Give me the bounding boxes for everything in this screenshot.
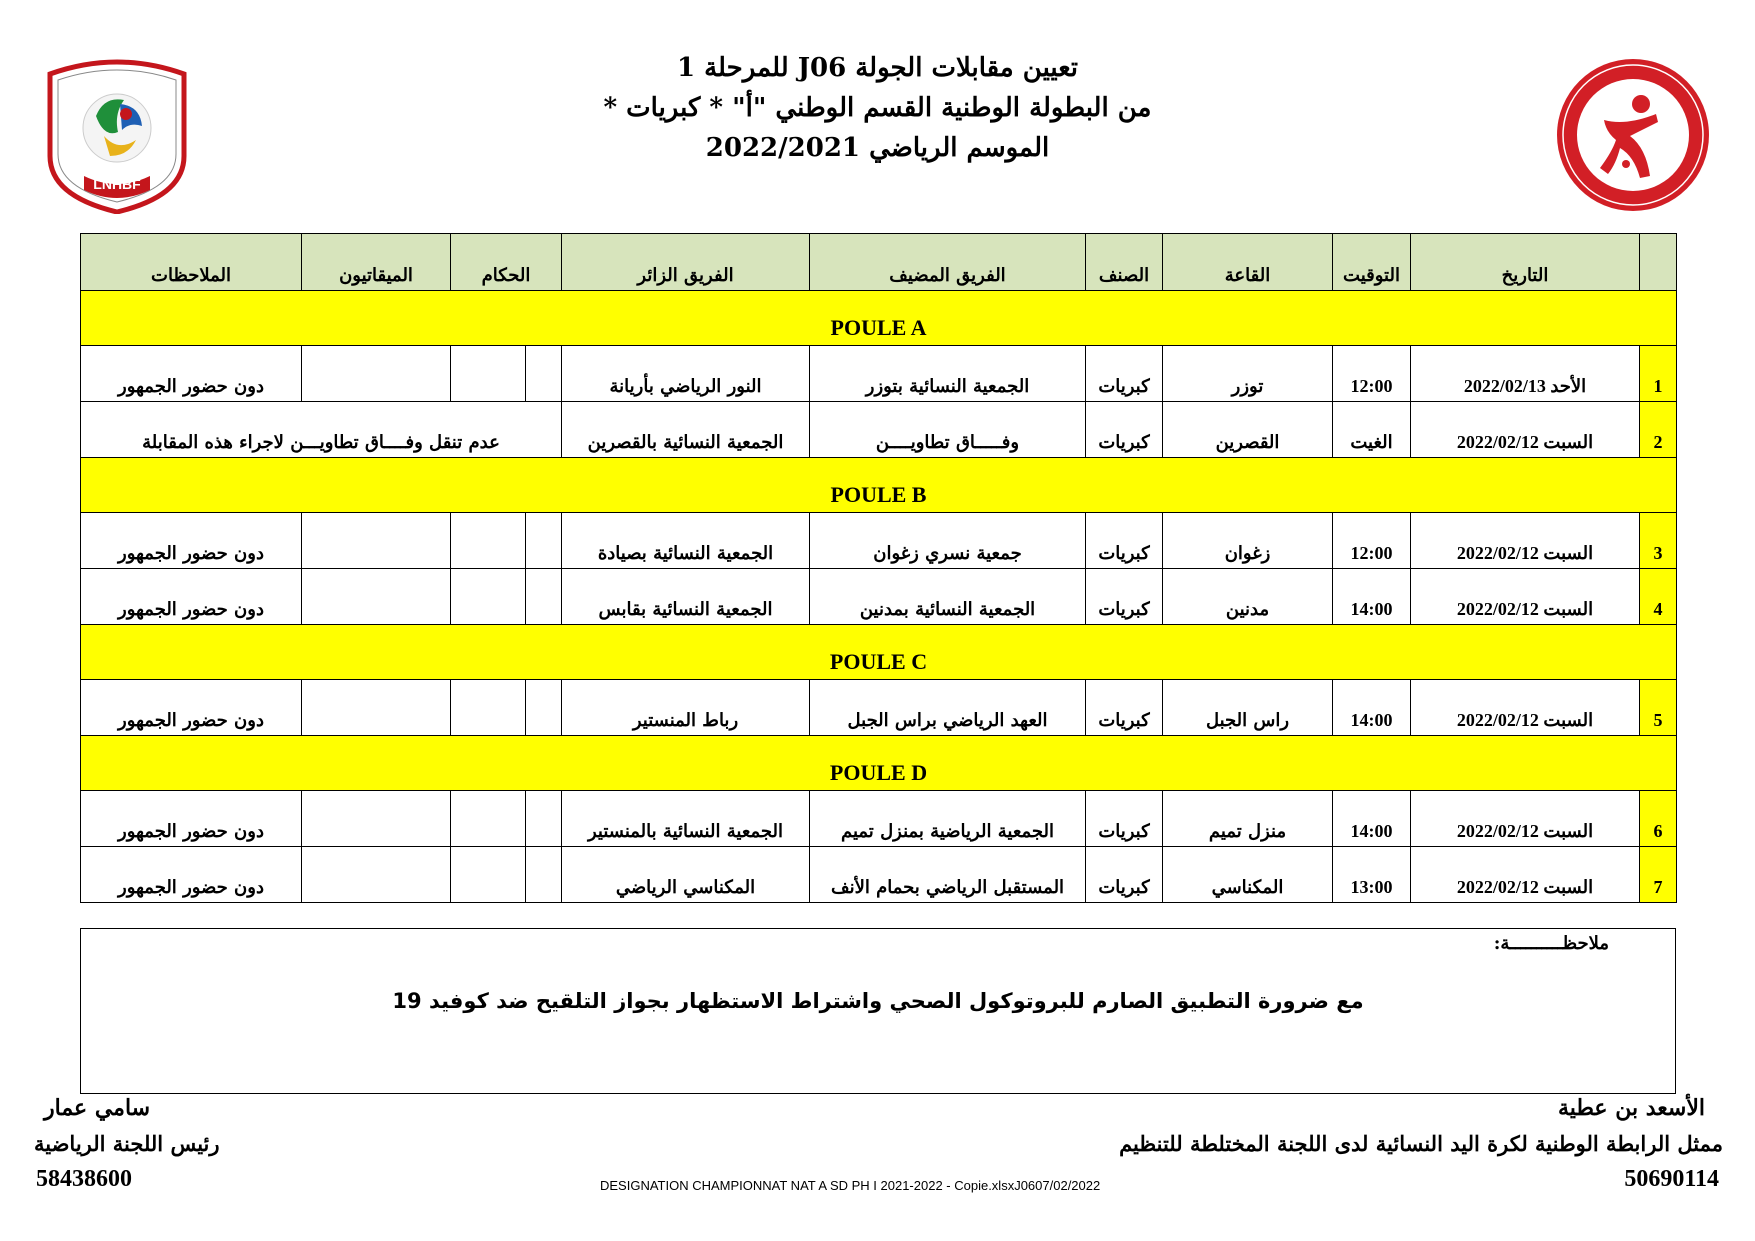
match-time: 12:00 (1333, 346, 1411, 402)
match-num: 3 (1640, 513, 1677, 569)
poule-row (81, 736, 1677, 791)
match-timekeepers (302, 569, 451, 625)
notes-text: مع ضرورة التطبيق الصارم للبروتوكول الصحي واشتراط الاستظهار بجواز التلقيح ضد كوفيد 19 (392, 989, 1364, 1013)
header-notes: الملاحظات (81, 234, 302, 291)
match-away: الجمعية النسائية بالمنستير (562, 791, 810, 847)
schedule-table (80, 233, 1677, 903)
match-timekeepers (302, 847, 451, 903)
poule-row (81, 625, 1677, 680)
header-hall: القاعة (1163, 234, 1333, 291)
match-away: النور الرياضي بأريانة (562, 346, 810, 402)
match-timekeepers (302, 513, 451, 569)
title-line-2: من البطولة الوطنية القسم الوطني "أ" * كبريات * (603, 93, 1152, 123)
match-notes: دون حضور الجمهور (81, 569, 302, 625)
footer-filename: DESIGNATION CHAMPIONNAT NAT A SD PH I 2021-2022 - Copie.xlsxJ0607/02/2022 (600, 1178, 1101, 1193)
title-line-1: تعيين مقابلات الجولة J06 للمرحلة 1 (676, 53, 1079, 83)
match-referee-1 (526, 847, 562, 903)
document-title (420, 48, 1335, 168)
lnhbf-logo (44, 56, 190, 214)
header-timekeepers: الميقاتيون (302, 234, 451, 291)
match-hall: المكناسي (1163, 847, 1333, 903)
match-timekeepers (302, 346, 451, 402)
match-timekeepers (302, 680, 451, 736)
match-category: كبريات (1086, 680, 1163, 736)
match-referee-2 (451, 346, 526, 402)
fthb-logo (1546, 56, 1721, 214)
match-num: 6 (1640, 791, 1677, 847)
match-num: 5 (1640, 680, 1677, 736)
match-referee-2 (451, 791, 526, 847)
match-notes: دون حضور الجمهور (81, 847, 302, 903)
match-referee-1 (526, 680, 562, 736)
match-category: كبريات (1086, 402, 1163, 458)
match-home: الجمعية النسائية بتوزر (810, 346, 1086, 402)
match-num: 4 (1640, 569, 1677, 625)
match-time: 14:00 (1333, 791, 1411, 847)
match-category: كبريات (1086, 847, 1163, 903)
poule-row (81, 291, 1677, 346)
match-notes: دون حضور الجمهور (81, 791, 302, 847)
match-away: المكناسي الرياضي (562, 847, 810, 903)
match-referee-2 (451, 569, 526, 625)
lnhbf-logo-text: LNHBF (93, 176, 141, 192)
match-hall: زغوان (1163, 513, 1333, 569)
right-signatory-role: ممثل الرابطة الوطنية لكرة اليد النسائية لدى اللجنة المختلطة للتنظيم (1119, 1131, 1723, 1156)
match-home: الجمعية الرياضية بمنزل تميم (810, 791, 1086, 847)
match-time: 14:00 (1333, 569, 1411, 625)
match-home: المستقبل الرياضي بحمام الأنف (810, 847, 1086, 903)
notes-label: ملاحظــــــــــة: (1493, 933, 1609, 954)
match-notes: دون حضور الجمهور (81, 513, 302, 569)
match-referee-1 (526, 346, 562, 402)
match-category: كبريات (1086, 513, 1163, 569)
right-signatory-phone: 50690114 (1624, 1166, 1719, 1192)
match-hall: القصرين (1163, 402, 1333, 458)
table-row (81, 791, 1677, 847)
left-signatory-role: رئيس اللجنة الرياضية (34, 1131, 220, 1156)
poule-label: POULE D (81, 736, 1677, 791)
poule-row (81, 458, 1677, 513)
match-num: 1 (1640, 346, 1677, 402)
poule-label: POULE B (81, 458, 1677, 513)
table-row (81, 346, 1677, 402)
match-home: جمعية نسري زغوان (810, 513, 1086, 569)
match-date: السبت 2022/02/12 (1411, 791, 1640, 847)
match-num: 2 (1640, 402, 1677, 458)
match-time: 13:00 (1333, 847, 1411, 903)
table-row (81, 569, 1677, 625)
match-num: 7 (1640, 847, 1677, 903)
header-time: التوقيت (1333, 234, 1411, 291)
match-referee-1 (526, 791, 562, 847)
match-away: الجمعية النسائية بالقصرين (562, 402, 810, 458)
match-home: العهد الرياضي براس الجبل (810, 680, 1086, 736)
match-date: السبت 2022/02/12 (1411, 513, 1640, 569)
match-away: الجمعية النسائية بقابس (562, 569, 810, 625)
match-away: الجمعية النسائية بصيادة (562, 513, 810, 569)
notes-box (80, 928, 1676, 1094)
table-row (81, 847, 1677, 903)
header-referees: الحكام (451, 234, 562, 291)
match-hall: راس الجبل (1163, 680, 1333, 736)
left-signatory-name: سامي عمار (44, 1095, 151, 1121)
table-row (81, 513, 1677, 569)
match-date: السبت 2022/02/12 (1411, 847, 1640, 903)
match-date: السبت 2022/02/12 (1411, 569, 1640, 625)
match-category: كبريات (1086, 791, 1163, 847)
poule-label: POULE A (81, 291, 1677, 346)
match-category: كبريات (1086, 569, 1163, 625)
match-referee-2 (451, 847, 526, 903)
header-home-team: الفريق المضيف (810, 234, 1086, 291)
poule-label: POULE C (81, 625, 1677, 680)
header-num (1640, 234, 1677, 291)
header-date: التاريخ (1411, 234, 1640, 291)
match-time: الغيت (1333, 402, 1411, 458)
right-signatory-name: الأسعد بن عطية (1557, 1095, 1705, 1121)
match-home: وفـــــاق تطاويــــن (810, 402, 1086, 458)
match-referee-1 (526, 569, 562, 625)
match-hall: توزر (1163, 346, 1333, 402)
header-away-team: الفريق الزائر (562, 234, 810, 291)
match-time: 12:00 (1333, 513, 1411, 569)
left-signatory-phone: 58438600 (36, 1166, 132, 1192)
match-notes: دون حضور الجمهور (81, 680, 302, 736)
match-date: السبت 2022/02/12 (1411, 402, 1640, 458)
match-time: 14:00 (1333, 680, 1411, 736)
match-notes: عدم تنقل وفــــاق تطاويـــن لاجراء هذه المقابلة (81, 402, 562, 458)
match-referee-2 (451, 680, 526, 736)
table-row (81, 402, 1677, 458)
table-header-row (81, 234, 1677, 291)
match-date: الأحد 2022/02/13 (1411, 346, 1640, 402)
match-date: السبت 2022/02/12 (1411, 680, 1640, 736)
match-timekeepers (302, 791, 451, 847)
title-line-3: الموسم الرياضي 2022/2021 (705, 133, 1050, 163)
header-category: الصنف (1086, 234, 1163, 291)
match-home: الجمعية النسائية بمدنين (810, 569, 1086, 625)
table-row (81, 680, 1677, 736)
match-notes: دون حضور الجمهور (81, 346, 302, 402)
match-hall: منزل تميم (1163, 791, 1333, 847)
match-category: كبريات (1086, 346, 1163, 402)
match-hall: مدنين (1163, 569, 1333, 625)
match-referee-2 (451, 513, 526, 569)
match-away: رباط المنستير (562, 680, 810, 736)
match-referee-1 (526, 513, 562, 569)
